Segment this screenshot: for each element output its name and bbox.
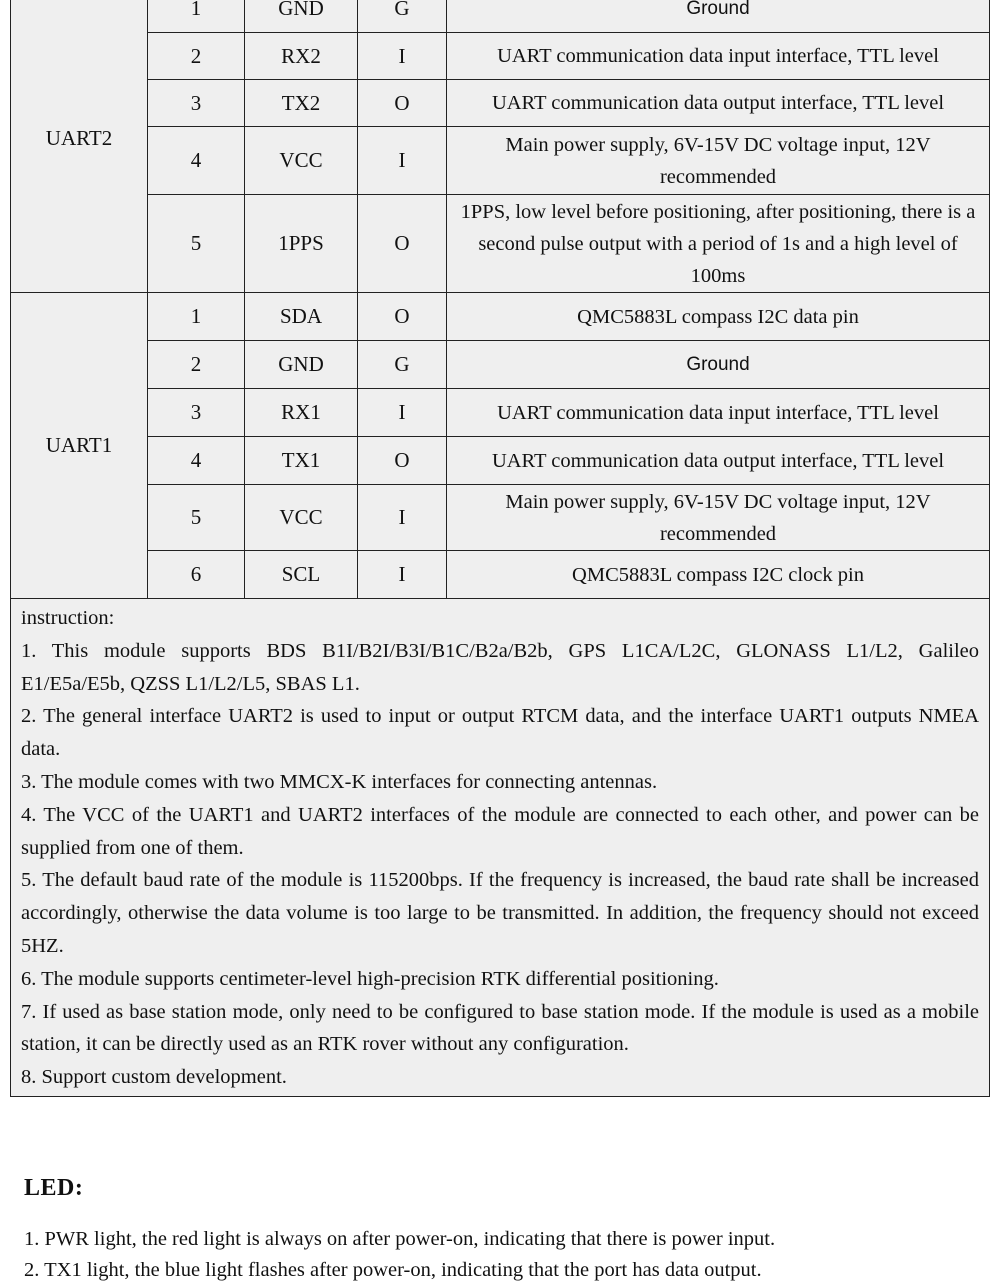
- pin-row: [11, 551, 990, 599]
- pin-type-cell: I: [358, 33, 447, 80]
- led-list: [24, 1224, 775, 1286]
- pin-description-cell: UART communication data input interface, TTL level: [447, 33, 990, 80]
- pin-type-cell: I: [358, 389, 447, 437]
- pin-name-cell: GND: [245, 0, 358, 33]
- pin-type-cell: I: [358, 551, 447, 599]
- pin-name-cell: VCC: [245, 127, 358, 195]
- pin-description-cell: Ground: [447, 0, 990, 33]
- pin-name-cell: SDA: [245, 293, 358, 341]
- instruction-item-6: 6. The module supports centimeter-level high-precision RTK differential positioning.: [21, 967, 719, 990]
- pin-type-cell: G: [358, 341, 447, 389]
- pin-description-cell: QMC5883L compass I2C data pin: [447, 293, 990, 341]
- pin-number-cell: 6: [148, 551, 245, 599]
- pin-number-cell: 1: [148, 0, 245, 33]
- pin-number-cell: 4: [148, 437, 245, 485]
- pin-name-cell: SCL: [245, 551, 358, 599]
- interface-group-label: UART2: [11, 0, 148, 293]
- pin-description-cell: Main power supply, 6V-15V DC voltage input, 12V recommended: [447, 485, 990, 551]
- interface-group-label: UART1: [11, 293, 148, 599]
- pin-description-cell: Main power supply, 6V-15V DC voltage input, 12V recommended: [447, 127, 990, 195]
- instruction-item-8: 8. Support custom development.: [21, 1066, 287, 1089]
- instruction-item-2: 2. The general interface UART2 is used to input or output RTCM data, and the interface UART1 outputs NMEA data.: [21, 705, 979, 761]
- pin-number-cell: 3: [148, 389, 245, 437]
- pin-row: [11, 437, 990, 485]
- pin-type-cell: G: [358, 0, 447, 33]
- pin-table-body: [11, 0, 990, 599]
- pin-row: [11, 293, 990, 341]
- pin-row: [11, 80, 990, 127]
- pin-type-cell: O: [358, 293, 447, 341]
- led-item-pwr: 1. PWR light, the red light is always on after power-on, indicating that there is power input.: [24, 1228, 776, 1250]
- pin-name-cell: 1PPS: [245, 195, 358, 293]
- pin-description-cell: 1PPS, low level before positioning, after positioning, there is a second pulse output with a period of 1s and a high level of 100ms: [447, 195, 990, 293]
- instruction-item-5: 5. The default baud rate of the module is 115200bps. If the frequency is increased, the baud rate shall be increased accordingly, otherwise the data volume is too large to be transmitted. In addition, the frequency should not exceed 5HZ.: [21, 869, 979, 957]
- pin-type-cell: O: [358, 80, 447, 127]
- pin-row: [11, 33, 990, 80]
- pin-number-cell: 3: [148, 80, 245, 127]
- pin-row: [11, 341, 990, 389]
- pin-row: [11, 0, 990, 33]
- instruction-item-3: 3. The module comes with two MMCX-K interfaces for connecting antennas.: [21, 770, 658, 793]
- pin-number-cell: 4: [148, 127, 245, 195]
- instruction-item-4: 4. The VCC of the UART1 and UART2 interfaces of the module are connected to each other, and power can be supplied from one of them.: [21, 803, 979, 859]
- pin-type-cell: O: [358, 195, 447, 293]
- pin-type-cell: I: [358, 485, 447, 551]
- led-heading: LED:: [24, 1175, 84, 1201]
- pin-number-cell: 1: [148, 293, 245, 341]
- pin-name-cell: TX2: [245, 80, 358, 127]
- pin-name-cell: GND: [245, 341, 358, 389]
- pin-row: [11, 389, 990, 437]
- instruction-item-7: 7. If used as base station mode, only need to be configured to base station mode. If the module is used as a mobile station, it can be directly used as an RTK rover without any configuration.: [21, 1000, 979, 1056]
- pin-row: [11, 485, 990, 551]
- instruction-item-1: 1. This module supports BDS B1I/B2I/B3I/B1C/B2a/B2b, GPS L1CA/L2C, GLONASS L1/L2, Galileo E1/E5a/E5b, QZSS L1/L2/L5, SBAS L1.: [21, 639, 979, 695]
- pin-description-cell: UART communication data output interface, TTL level: [447, 80, 990, 127]
- pin-type-cell: I: [358, 127, 447, 195]
- instructions-section: [11, 599, 990, 1097]
- pin-definition-table: [10, 0, 990, 1097]
- pin-description-cell: UART communication data output interface, TTL level: [447, 437, 990, 485]
- pin-row: [11, 195, 990, 293]
- pin-name-cell: VCC: [245, 485, 358, 551]
- instructions-title: instruction:: [21, 607, 115, 629]
- pin-description-cell: Ground: [447, 341, 990, 389]
- pin-number-cell: 2: [148, 33, 245, 80]
- instructions-cell: [11, 599, 990, 1097]
- pin-name-cell: RX1: [245, 389, 358, 437]
- pin-number-cell: 2: [148, 341, 245, 389]
- pin-name-cell: TX1: [245, 437, 358, 485]
- pin-description-cell: QMC5883L compass I2C clock pin: [447, 551, 990, 599]
- pin-number-cell: 5: [148, 485, 245, 551]
- pin-type-cell: O: [358, 437, 447, 485]
- pin-number-cell: 5: [148, 195, 245, 293]
- led-item-tx1: 2. TX1 light, the blue light flashes after power-on, indicating that the port has data output.: [24, 1259, 762, 1281]
- pin-name-cell: RX2: [245, 33, 358, 80]
- instructions-row: [11, 599, 990, 1097]
- pin-row: [11, 127, 990, 195]
- pin-description-cell: UART communication data input interface, TTL level: [447, 389, 990, 437]
